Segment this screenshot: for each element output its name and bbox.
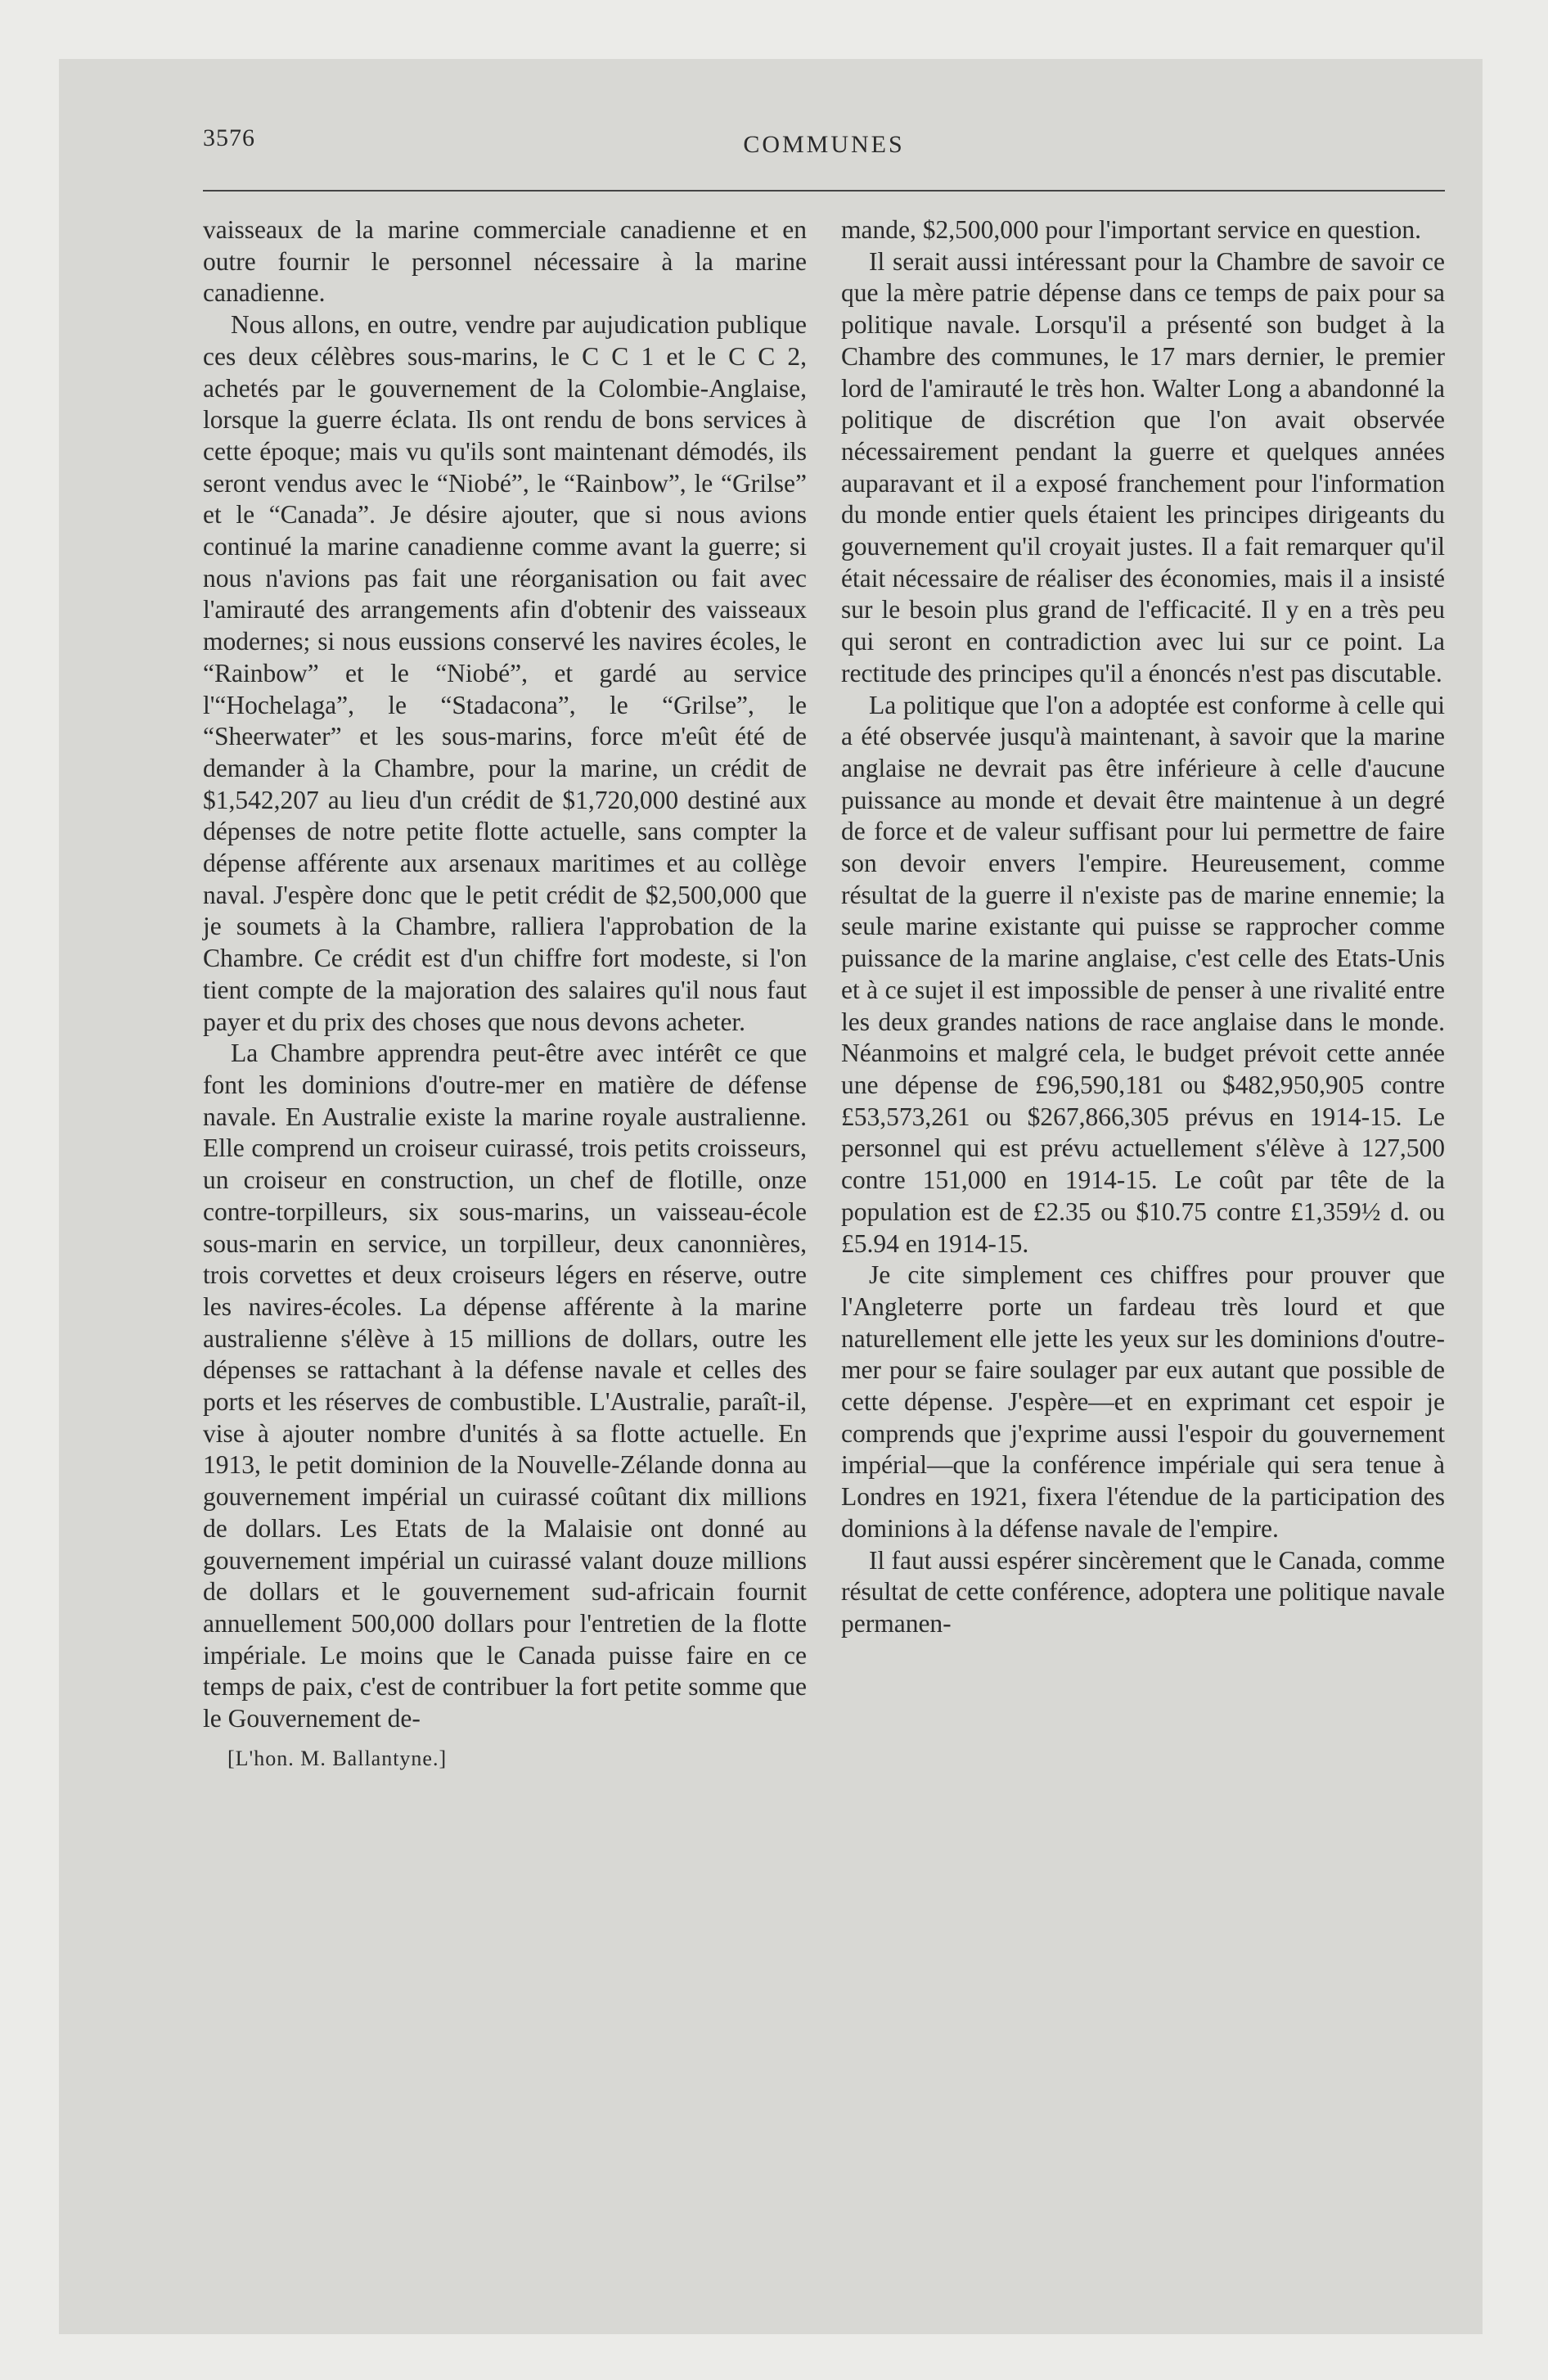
header-rule xyxy=(203,190,1445,192)
paragraph: Je cite simplement ces chiffres pour prouver que l'Angleterre porte un fardeau très lourd et que naturellement elle jette les yeux sur les dominions d'outre-mer pour se faire soulager par eux autant que possible de cette dépense. J'espère—et en exprimant cet espoir je comprends que j'exprime aussi l'espoir du gouvernement impérial—que la conférence impériale qui sera tenue à Londres en 1921, fixera l'étendue de la participation des dominions à la défense navale de l'empire. xyxy=(841,1260,1445,1543)
paragraph: mande, $2,500,000 pour l'important service en question. xyxy=(841,215,1422,244)
page-header xyxy=(203,124,1445,165)
paragraph: Il serait aussi intéressant pour la Chambre de savoir ce que la mère patrie dépense dans ce temps de paix pour sa politique navale. Lorsqu'il a présenté son budget à la Chambre des communes, le 17 mars dernier, le premier lord de l'amirauté le très hon. Walter Long a abandonné la politique de discrétion que l'on avait observée nécessairement pendant la guerre et quelques années auparavant et il a exposé franchement pour l'information du monde entier quels étaient les principes dirigeants du gouvernement qu'il croyait justes. Il a fait remarquer qu'il était nécessaire de réaliser des économies, mais il a insisté sur le besoin plus grand de l'efficacité. Il y en a très peu qui seront en contradiction avec lui sur ce point. La rectitude des principes qu'il a énoncés n'est pas discutable. xyxy=(841,246,1445,687)
speaker-attribution: [L'hon. M. Ballantyne.] xyxy=(227,1746,448,1770)
right-column xyxy=(841,214,1445,1640)
paragraph: Il faut aussi espérer sincèrement que le Canada, comme résultat de cette conférence, adoptera une politique navale permanen- xyxy=(841,1545,1445,1638)
paragraph: vaisseaux de la marine commerciale canadienne et en outre fournir le personnel nécessaire à la marine canadienne. xyxy=(203,215,807,308)
paragraph: La Chambre apprendra peut-être avec intérêt ce que font les dominions d'outre-mer en matière de défense navale. En Australie existe la marine royale australienne. Elle comprend un croiseur cuirassé, trois petits croisseurs, un croiseur en construction, un chef de flotille, onze contre-torpilleurs, six sous-marins, un vaisseau-école sous-marin en service, un torpilleur, deux canonnières, trois corvettes et deux croiseurs légers en réserve, outre les navires-écoles. La dépense afférente à la marine australienne s'élève à 15 millions de dollars, outre les dépenses se rattachant à la défense navale et celles des ports et les réserves de combustible. L'Australie, paraît-il, vise à ajouter nombre d'unités à sa flotte actuelle. En 1913, le petit dominion de la Nouvelle-Zélande donna au gouvernement impérial un cuirassé coûtant dix millions de dollars. Les Etats de la Malaisie ont donné au gouvernement impérial un cuirassé valant douze millions de dollars et le gouvernement sud-africain fournit annuellement 500,000 dollars pour l'entretien de la flotte impériale. Le moins que le Canada puisse faire en ce temps de paix, c'est de contribuer la fort petite somme que le Gouvernement de- xyxy=(203,1039,807,1733)
running-title: COMMUNES xyxy=(743,131,905,158)
paragraph: La politique que l'on a adoptée est conforme à celle qui a été observée jusqu'à maintenant, à savoir que la marine anglaise ne devrait pas être inférieure à celle d'aucune puissance au monde et devait être maintenue à un degré de force et de valeur suffisant pour lui permettre de faire son devoir envers l'empire. Heureusement, comme résultat de la guerre il n'existe pas de marine ennemie; la seule marine existante qui puisse se rapprocher comme puissance de la marine anglaise, c'est celle des Etats-Unis et à ce sujet il est impossible de penser à une rivalité entre les deux grandes nations de race anglaise dans le monde. Néanmoins et malgré cela, le budget prévoit cette année une dépense de £96,590,181 ou $482,950,905 contre £53,573,261 ou $267,866,305 prévus en 1914-15. Le personnel qui est prévu actuellement s'élève à 127,500 contre 151,000 en 1914-15. Le coût par tête de la population est de £2.35 ou $10.75 contre £1,359½ d. ou £5.94 en 1914-15. xyxy=(841,690,1445,1258)
left-column xyxy=(203,214,807,1774)
page-number: 3576 xyxy=(203,124,255,151)
paragraph: Nous allons, en outre, vendre par aujudication publique ces deux célèbres sous-marins, le C C 1 et le C C 2, achetés par le gouvernement de la Colombie-Anglaise, lorsque la guerre éclata. Ils ont rendu de bons services à cette époque; mais vu qu'ils sont maintenant démodés, ils seront vendus avec le “Niobé”, le “Rainbow”, le “Grilse” et le “Canada”. Je désire ajouter, que si nous avions continué la marine canadienne comme avant la guerre; si nous n'avions pas fait une réorganisation ou fait avec l'amirauté des arrangements afin d'obtenir des vaisseaux modernes; si nous eussions conservé les navires écoles, le “Rainbow” et le “Niobé”, et gardé au service l'“Hochelaga”, le “Stadacona”, le “Grilse”, le “Sheerwater” et les sous-marins, force m'eût été de demander à la Chambre, pour la marine, un crédit de $1,542,207 au lieu d'un crédit de $1,720,000 destiné aux dépenses de notre petite flotte actuelle, sans compter la dépense afférente aux arsenaux maritimes et au collège naval. J'espère donc que le petit crédit de $2,500,000 que je soumets à la Chambre, ralliera l'approbation de la Chambre. Ce crédit est d'un chiffre fort modeste, si l'on tient compte de la majoration des salaires qu'il nous faut payer et du prix des choses que nous devons acheter. xyxy=(203,310,807,1036)
